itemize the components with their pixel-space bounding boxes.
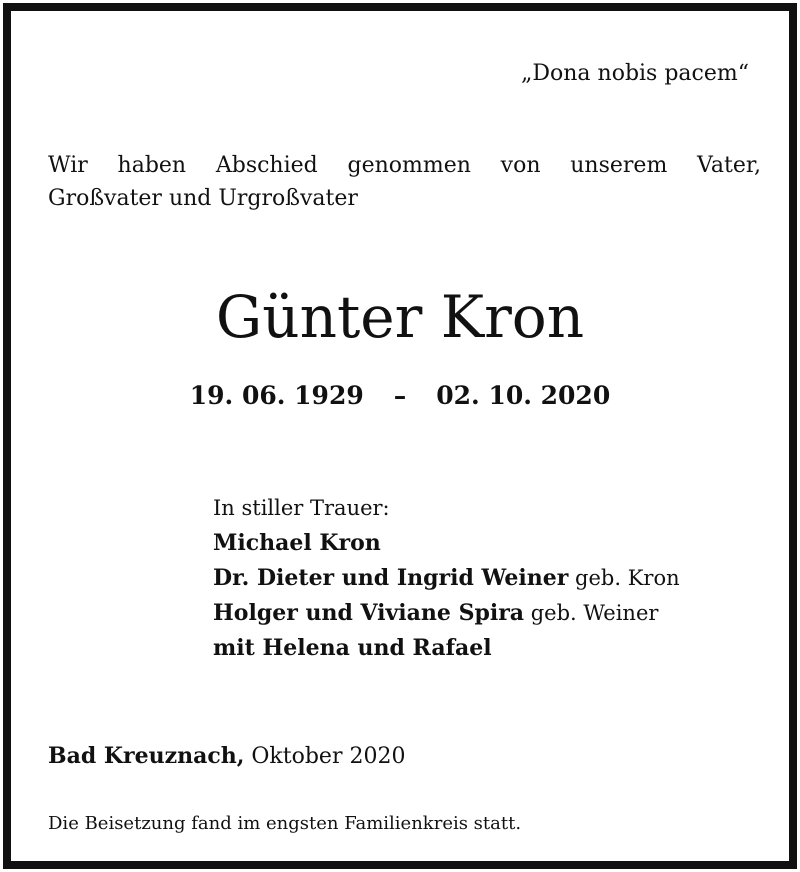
- date: Oktober 2020: [251, 744, 406, 769]
- birth-date: 19. 06. 1929: [189, 381, 364, 410]
- mourner-name: Holger und Viviane Spira: [213, 600, 525, 626]
- mourner-name: Dr. Dieter und Ingrid Weiner: [213, 565, 569, 591]
- mourner-name: Michael Kron: [213, 530, 381, 556]
- date-separator: –: [393, 381, 407, 410]
- mourner-entry: [213, 561, 680, 596]
- motto: „Dona nobis pacem“: [520, 61, 749, 86]
- life-dates: [11, 381, 789, 410]
- mourner-entry: [213, 526, 680, 561]
- mourner-note: geb. Kron: [575, 566, 680, 590]
- intro-line-2: Großvater und Urgroßvater: [48, 186, 358, 211]
- mourners-block: [213, 491, 680, 666]
- obituary-frame: [3, 3, 797, 869]
- place: Bad Kreuznach,: [48, 743, 245, 769]
- place-date: [48, 743, 405, 769]
- mourners-heading: In stiller Trauer:: [213, 496, 390, 520]
- intro-line-1: Wir haben Abschied genommen von unserem Vater,: [48, 153, 761, 178]
- mourner-name: mit Helena und Rafael: [213, 635, 492, 661]
- mourner-note: geb. Weiner: [530, 601, 659, 625]
- mourner-entry: [213, 596, 680, 631]
- funeral-note: Die Beisetzung fand im engsten Familienkreis statt.: [48, 813, 522, 834]
- intro-text: [48, 149, 761, 215]
- mourner-entry: [213, 631, 680, 666]
- deceased-name: Günter Kron: [215, 283, 585, 351]
- death-date: 02. 10. 2020: [436, 381, 611, 410]
